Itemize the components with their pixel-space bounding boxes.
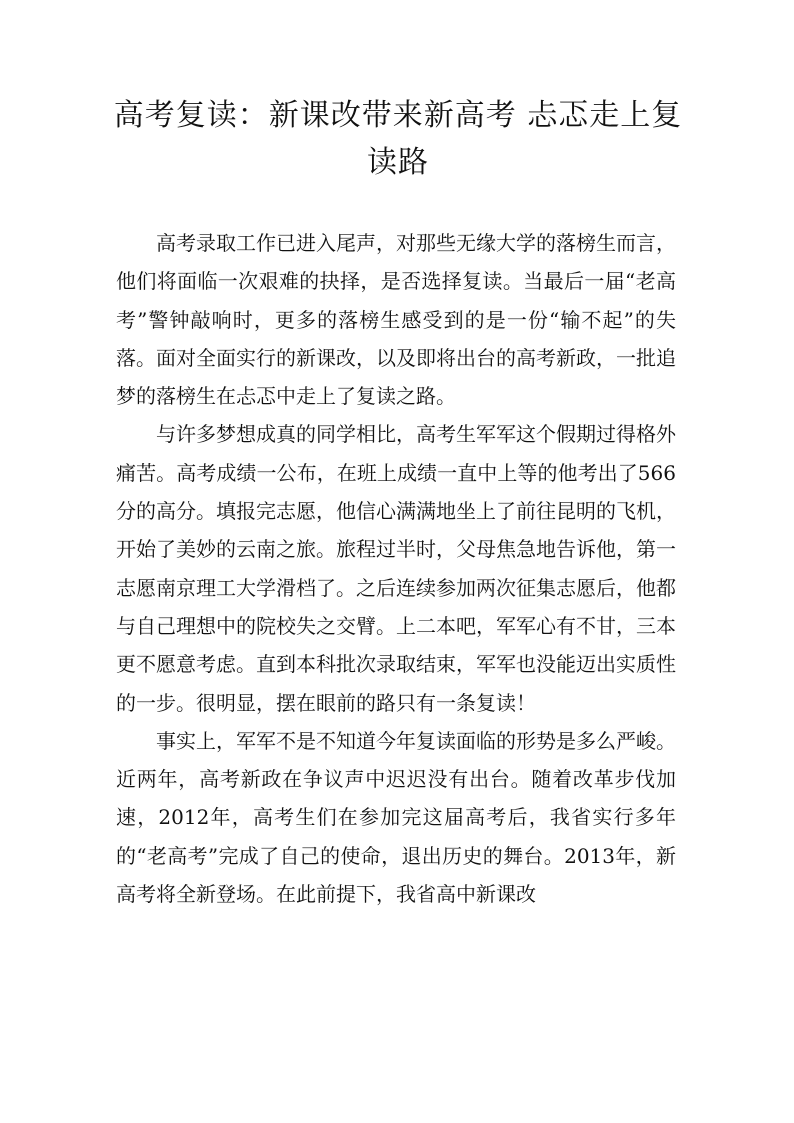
article-title: 高考复读：新课改带来新高考 忐忑走上复读路 — [113, 98, 683, 180]
paragraph-3: 事实上，军军不是不知道今年复读面临的形势是多么严峻。近两年，高考新政在争议声中迟迟没有出台。随着改革步伐加速，2012年，高考生们在参加完这届高考后，我省实行多年的“老高考”完成了自己的使命，退出历史的舞台。2013年，新高考将全新登场。在此前提下，我省高中新课改 — [116, 728, 676, 907]
paragraph-2: 与许多梦想成真的同学相比，高考生军军这个假期过得格外痛苦。高考成绩一公布，在班上成绩一直中上等的他考出了566分的高分。填报完志愿，他信心满满地坐上了前往昆明的飞机，开始了美妙的云南之旅。旅程过半时，父母焦急地告诉他，第一志愿南京理工大学滑档了。之后连续参加两次征集志愿后，他都与自己理想中的院校失之交臂。上二本吧，军军心有不甘，三本更不愿意考虑。直到本科批次录取结束，军军也没能迈出实质性的一步。很明显，摆在眼前的路只有一条复读！ — [116, 422, 676, 715]
paragraph-1: 高考录取工作已进入尾声，对那些无缘大学的落榜生而言，他们将面临一次艰难的抉择，是否选择复读。当最后一届“老高考”警钟敲响时，更多的落榜生感受到的是一份“输不起”的失落。面对全面实行的新课改，以及即将出台的高考新政，一批追梦的落榜生在忐忑中走上了复读之路。 — [116, 231, 676, 409]
article-body — [116, 224, 676, 913]
